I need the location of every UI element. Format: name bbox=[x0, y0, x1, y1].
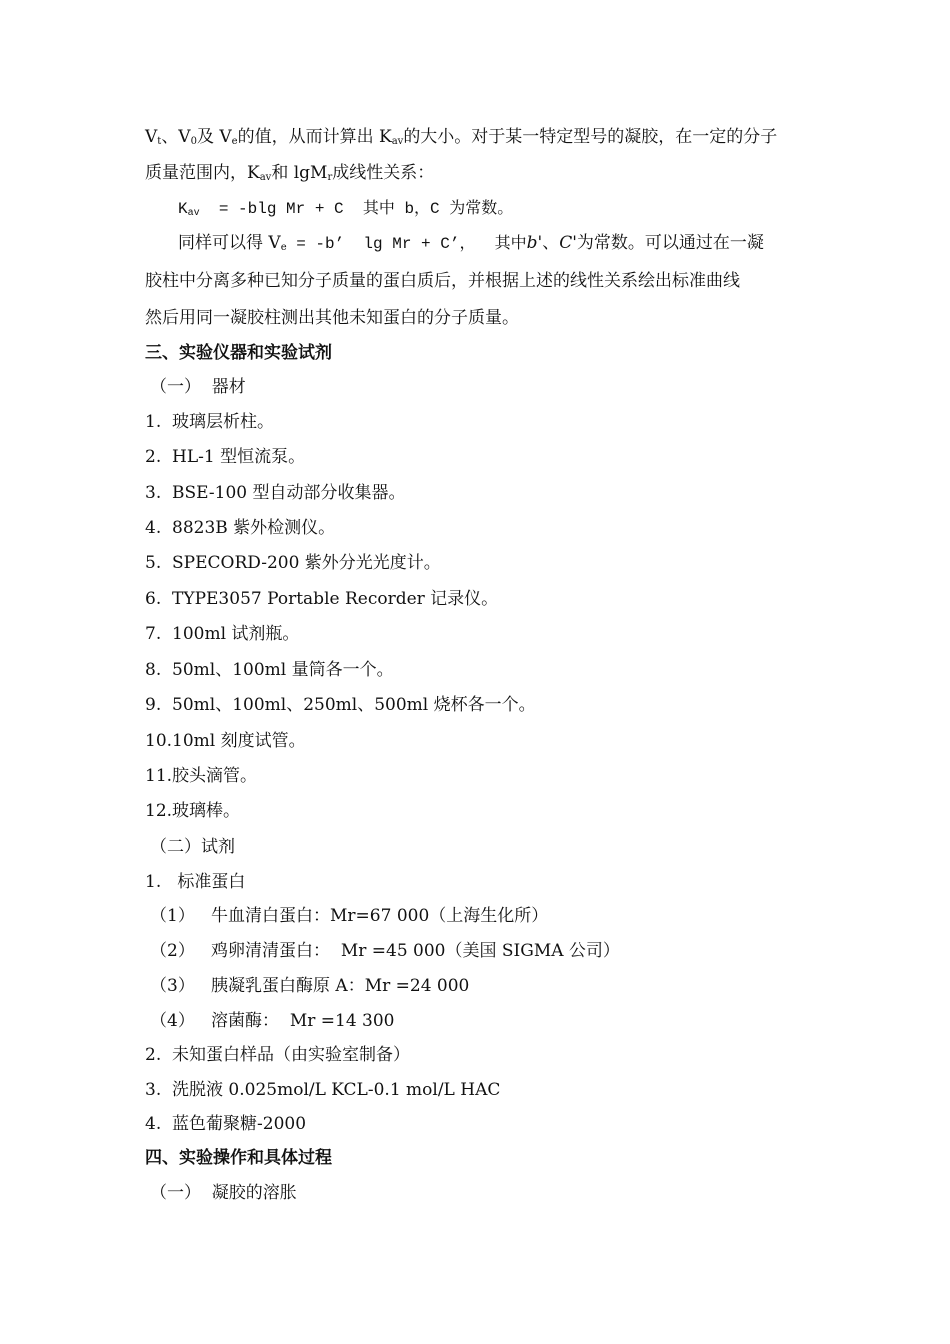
standard-protein-item: （1） 牛血清白蛋白：Mr=67 000（上海生化所） bbox=[150, 906, 549, 926]
equipment-item: 11.胶头滴管。 bbox=[145, 766, 258, 786]
subscript: av bbox=[187, 208, 200, 219]
standard-protein-item: （3） 胰凝乳蛋白酶原 A：Mr =24 000 bbox=[150, 976, 470, 996]
text-segment: V bbox=[145, 127, 158, 147]
text-segment: 的大小。对于某一特定型号的凝胶，在一定的分子 bbox=[403, 127, 778, 147]
equipment-item: 7. 100ml 试剂瓶。 bbox=[145, 624, 300, 644]
coefficient-b: b' bbox=[526, 233, 543, 253]
equipment-item: 3. BSE-100 型自动部分收集器。 bbox=[145, 483, 406, 503]
text-segment: 、V bbox=[161, 127, 191, 147]
section4-title: 四、实验操作和具体过程 bbox=[145, 1148, 332, 1168]
equipment-item: 1. 玻璃层析柱。 bbox=[145, 412, 275, 432]
standard-protein-item: （2） 鸡卵清清蛋白： Mr =45 000（美国 SIGMA 公司） bbox=[150, 941, 620, 961]
equipment-item: 9. 50ml、100ml、250ml、500ml 烧杯各一个。 bbox=[145, 695, 536, 715]
section3-title: 三、实验仪器和实验试剂 bbox=[145, 343, 332, 363]
intro-line-2 bbox=[145, 162, 810, 189]
reagents-title: （二）试剂 bbox=[150, 837, 235, 857]
equipment-item: 10.10ml 刻度试管。 bbox=[145, 731, 306, 751]
intro-line-5: 胶柱中分离多种已知分子质量的蛋白质后，并根据上述的线性关系绘出标准曲线 bbox=[145, 271, 740, 291]
intro-line-6: 然后用同一凝胶柱测出其他未知蛋白的分子质量。 bbox=[145, 308, 519, 328]
subscript: t bbox=[157, 136, 162, 147]
subscript: av bbox=[391, 136, 404, 147]
subscript: e bbox=[231, 136, 238, 147]
equipment-item: 12.玻璃棒。 bbox=[145, 801, 241, 821]
equipment-title: （一） 器材 bbox=[150, 377, 246, 397]
text-segment: = -b’ lg Mr + C’， 其中 bbox=[286, 235, 527, 253]
subscript: 0 bbox=[190, 136, 197, 147]
subscript: e bbox=[280, 242, 287, 253]
equipment-item: 8. 50ml、100ml 量筒各一个。 bbox=[145, 660, 394, 680]
subscript: av bbox=[259, 172, 272, 183]
text-segment: 、 bbox=[542, 233, 560, 253]
reagent-item: 3. 洗脱液 0.025mol/L KCL-0.1 mol/L HAC bbox=[145, 1080, 501, 1100]
text-segment: K bbox=[178, 200, 188, 218]
text-segment: 和 lgM bbox=[271, 163, 328, 183]
equipment-item: 2. HL-1 型恒流泵。 bbox=[145, 447, 306, 467]
reagent-item: 1. 标准蛋白 bbox=[145, 872, 246, 892]
text-segment: 及 V bbox=[196, 127, 232, 147]
text-segment: 同样可以得 V bbox=[178, 233, 281, 253]
subscript: r bbox=[327, 172, 333, 183]
text-segment: 质量范围内，K bbox=[145, 163, 260, 183]
equipment-item: 4. 8823B 紫外检测仪。 bbox=[145, 518, 336, 538]
text-segment: = -blg Mr + C 其中 b，C 为常数。 bbox=[199, 200, 514, 218]
equipment-item: 6. TYPE3057 Portable Recorder 记录仪。 bbox=[145, 589, 499, 609]
equipment-item: 5. SPECORD-200 紫外分光光度计。 bbox=[145, 553, 441, 573]
formula-kav bbox=[178, 198, 513, 225]
section4-subtitle: （一） 凝胶的溶胀 bbox=[150, 1183, 297, 1203]
text-segment: 为常数。可以通过在一凝 bbox=[576, 233, 764, 253]
reagent-item: 2. 未知蛋白样品（由实验室制备） bbox=[145, 1045, 411, 1065]
text-segment: 的值，从而计算出 K bbox=[237, 127, 392, 147]
coefficient-c: C' bbox=[559, 233, 577, 253]
standard-protein-item: （4） 溶菌酶： Mr =14 300 bbox=[150, 1011, 395, 1031]
formula-ve bbox=[178, 232, 764, 259]
intro-line-1 bbox=[145, 126, 810, 153]
reagent-item: 4. 蓝色葡聚糖-2000 bbox=[145, 1114, 307, 1134]
text-segment: 成线性关系： bbox=[332, 163, 435, 183]
